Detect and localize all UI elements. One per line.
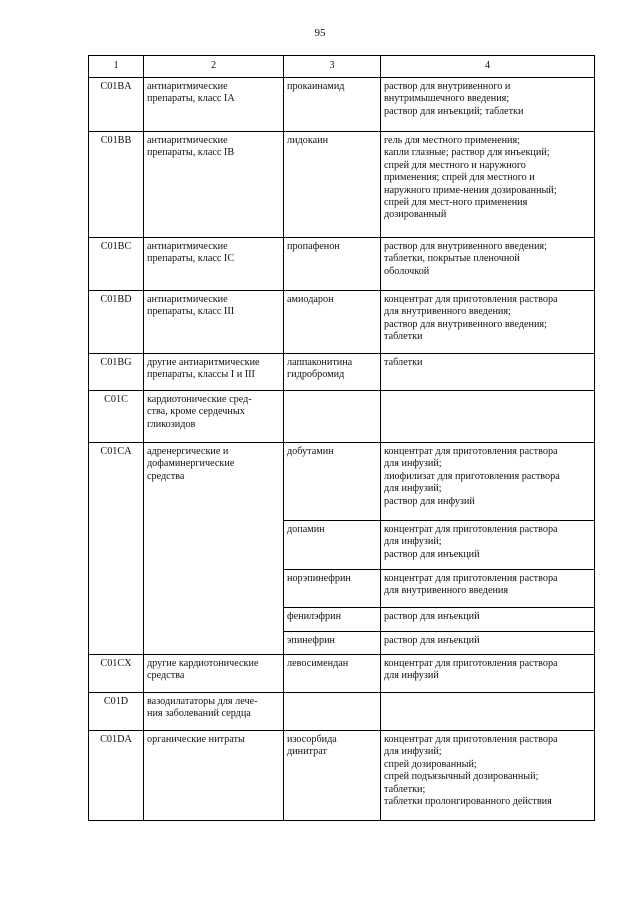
drug-name: эпинефрин — [284, 632, 381, 655]
header-col-1: 1 — [89, 56, 144, 78]
table-row — [89, 693, 595, 731]
drug-name: добутамин — [284, 443, 381, 521]
dosage-form: концентрат для приготовления раствора для инфузий; лиофилизат для приготовления раствора для инфузий; раствор для инфузий — [381, 443, 595, 521]
table-row — [89, 132, 595, 238]
pharmacological-group: антиаритмические препараты, класс III — [144, 291, 284, 354]
dosage-form: раствор для внутривенного и внутримышечного введения; раствор для инъекций; таблетки — [381, 78, 595, 132]
table-row — [89, 291, 595, 354]
drug-name — [284, 693, 381, 731]
drug-name: амиодарон — [284, 291, 381, 354]
table-row — [89, 354, 595, 391]
drug-name: изосорбида динитрат — [284, 731, 381, 821]
dosage-form: концентрат для приготовления раствора для инфузий; раствор для инъекций — [381, 521, 595, 570]
header-col-4: 4 — [381, 56, 595, 78]
atc-code: C01CA — [89, 443, 144, 655]
atc-code: C01C — [89, 391, 144, 443]
drug-table — [88, 55, 595, 821]
drug-name: пропафенон — [284, 238, 381, 291]
table-header-row — [89, 56, 595, 78]
atc-code: C01BB — [89, 132, 144, 238]
dosage-form: концентрат для приготовления раствора для внутривенного введения — [381, 570, 595, 608]
table-row — [89, 391, 595, 443]
pharmacological-group: адренергические и дофаминергические средства — [144, 443, 284, 655]
table-row — [89, 78, 595, 132]
pharmacological-group: антиаритмические препараты, класс IC — [144, 238, 284, 291]
drug-name — [284, 391, 381, 443]
atc-code: C01BG — [89, 354, 144, 391]
drug-name: допамин — [284, 521, 381, 570]
dosage-form: раствор для внутривенного введения; таблетки, покрытые пленочной оболочкой — [381, 238, 595, 291]
dosage-form: таблетки — [381, 354, 595, 391]
header-col-2: 2 — [144, 56, 284, 78]
pharmacological-group: антиаритмические препараты, класс IA — [144, 78, 284, 132]
atc-code: C01BC — [89, 238, 144, 291]
drug-name: левосимендан — [284, 655, 381, 693]
atc-code: C01BA — [89, 78, 144, 132]
table-row — [89, 655, 595, 693]
drug-name: лидокаин — [284, 132, 381, 238]
table-row — [89, 238, 595, 291]
atc-code: C01CX — [89, 655, 144, 693]
drug-name: лаппаконитина гидробромид — [284, 354, 381, 391]
dosage-form — [381, 391, 595, 443]
atc-code: C01DA — [89, 731, 144, 821]
dosage-form: концентрат для приготовления раствора для инфузий — [381, 655, 595, 693]
pharmacological-group: другие кардиотонические средства — [144, 655, 284, 693]
dosage-form: раствор для инъекций — [381, 608, 595, 632]
pharmacological-group: органические нитраты — [144, 731, 284, 821]
pharmacological-group: вазодилататоры для лече- ния заболеваний сердца — [144, 693, 284, 731]
dosage-form: концентрат для приготовления раствора для инфузий; спрей дозированный; спрей подъязычный дозированный; таблетки; таблетки пролонгированного действия — [381, 731, 595, 821]
atc-code: C01D — [89, 693, 144, 731]
drug-name: прокаинамид — [284, 78, 381, 132]
table-row — [89, 731, 595, 821]
dosage-form — [381, 693, 595, 731]
pharmacological-group: другие антиаритмические препараты, классы I и III — [144, 354, 284, 391]
pharmacological-group: антиаритмические препараты, класс IB — [144, 132, 284, 238]
table-row — [89, 443, 595, 521]
header-col-3: 3 — [284, 56, 381, 78]
drug-name: фенилэфрин — [284, 608, 381, 632]
pharmacological-group: кардиотонические сред- ства, кроме сердечных гликозидов — [144, 391, 284, 443]
dosage-form: раствор для инъекций — [381, 632, 595, 655]
dosage-form: концентрат для приготовления раствора для внутривенного введения; раствор для внутривенного введения; таблетки — [381, 291, 595, 354]
dosage-form: гель для местного применения; капли глазные; раствор для инъекций; спрей для местного и наружного применения; спрей для местного и наружного приме-нения дозированный; спрей для мест-ного применения дозированный — [381, 132, 595, 238]
atc-code: C01BD — [89, 291, 144, 354]
page-number: 95 — [314, 27, 326, 39]
drug-name: норэпинефрин — [284, 570, 381, 608]
